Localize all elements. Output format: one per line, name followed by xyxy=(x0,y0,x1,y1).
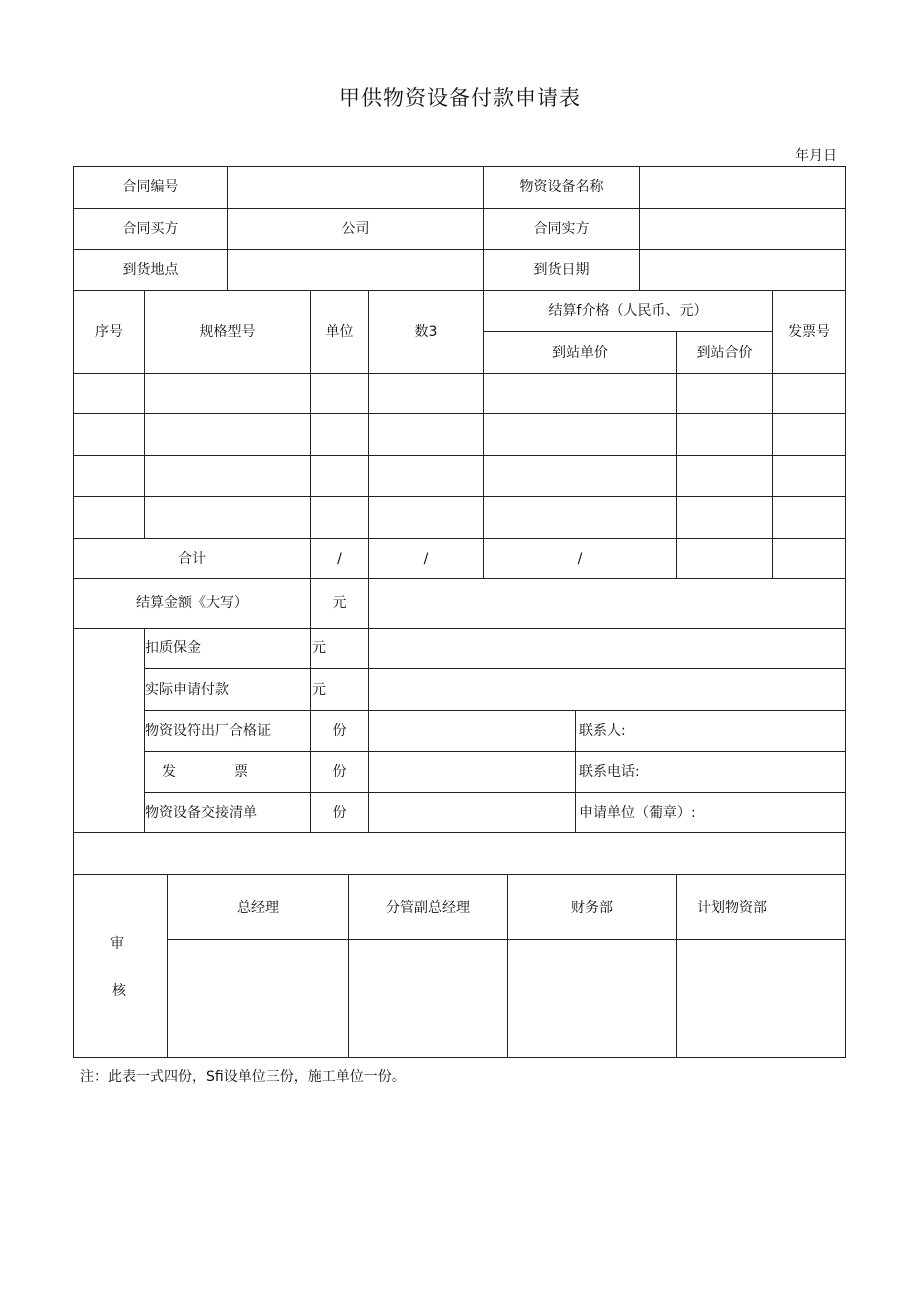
contact-phone-label: 联系电话: xyxy=(579,764,640,780)
actual-payment-unit: 元 xyxy=(312,682,326,698)
amount-label: 结算金额《大写） xyxy=(136,595,248,611)
actual-payment-label: 实际申请付款 xyxy=(145,682,229,698)
col-total-price-header: 到站合价 xyxy=(696,345,753,361)
total-qty-slash: / xyxy=(423,551,429,567)
amount-unit: 元 xyxy=(332,595,347,611)
col-qty-header: 数3 xyxy=(414,324,438,340)
planning-header: 计划物资部 xyxy=(697,900,767,916)
col-unit-header: 单位 xyxy=(325,324,354,340)
certificate-unit: 份 xyxy=(332,723,347,739)
material-name-label: 物资设备名称 xyxy=(519,179,604,195)
footnote: 注：此表一式四份，Sfi设单位三份，施工单位一份。 xyxy=(80,1069,406,1085)
contact-person-label: 联系人: xyxy=(579,723,626,739)
deposit-unit: 元 xyxy=(312,640,326,656)
col-seq-header: 序号 xyxy=(95,324,123,340)
review-label-b: 核 xyxy=(112,983,126,999)
total-price-slash: / xyxy=(577,551,583,567)
total-unit-slash: / xyxy=(337,551,342,567)
total-label: 合计 xyxy=(178,551,206,567)
invoice-label-b: 票 xyxy=(234,764,248,780)
buyer-label: 合同买方 xyxy=(122,221,179,237)
deputy-manager-header: 分管副总经理 xyxy=(386,900,470,916)
certificate-label: 物资设符出厂合格证 xyxy=(145,723,271,739)
handover-list-unit: 份 xyxy=(332,805,347,821)
form-title: 甲供物资设备付款申请表 xyxy=(339,86,581,110)
col-unit-price-header: 到站单价 xyxy=(552,345,608,361)
applicant-unit-label: 申请单位（葡章）: xyxy=(579,805,696,821)
buyer-value: 公司 xyxy=(341,221,370,237)
contract-no-label: 合同编号 xyxy=(122,179,179,195)
col-spec-header: 规格型号 xyxy=(199,324,256,340)
review-label-a: 审 xyxy=(110,936,124,952)
handover-list-label: 物资设备交接清单 xyxy=(145,805,257,821)
seller-label: 合同实方 xyxy=(533,221,590,237)
invoice-unit: 份 xyxy=(332,764,347,780)
invoice-label-a: 发 xyxy=(162,764,176,780)
date-label: 年月日 xyxy=(795,148,837,164)
delivery-date-label: 到货日期 xyxy=(533,262,590,278)
col-price-group-header: 结算f介格（人民币、元） xyxy=(548,303,708,319)
finance-header: 财务部 xyxy=(571,900,613,916)
delivery-place-label: 到货地点 xyxy=(122,262,179,278)
deposit-label: 扣质保金 xyxy=(145,640,201,656)
general-manager-header: 总经理 xyxy=(237,900,279,916)
col-invoice-header: 发票号 xyxy=(788,324,830,340)
